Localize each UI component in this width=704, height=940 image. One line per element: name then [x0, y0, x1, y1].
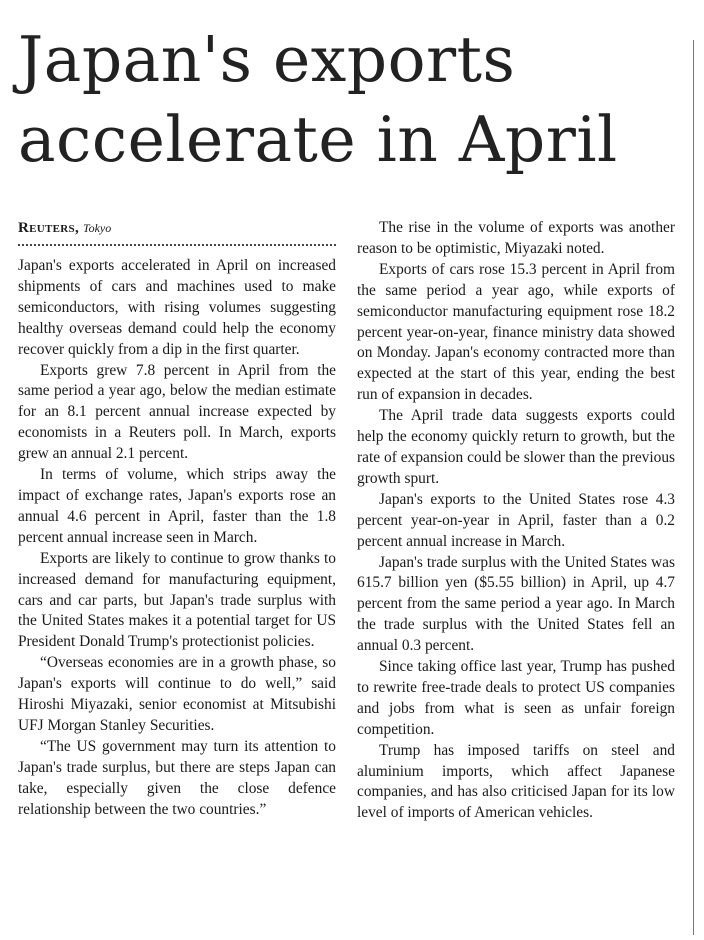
headline-line-2: accelerate in April: [18, 103, 618, 176]
paragraph: The April trade data suggests exports could help the economy quickly return to growth, but the rate of expansion could be slower than the previous growth spurt.: [357, 407, 675, 487]
paragraph: Exports are likely to continue to grow thanks to increased demand for manufacturing equipment, cars and car parts, but Japan's trade surplus with the United States makes it a potential target for US President Donald Trump's protectionist policies.: [18, 549, 336, 651]
byline-agency: Reuters,: [18, 220, 79, 236]
headline-line-1: Japan's exports: [18, 23, 516, 96]
paragraph: Since taking office last year, Trump has pushed to rewrite free-trade deals to protect US companies and jobs from what is seen as unfair foreign competition.: [357, 658, 675, 738]
article-column-left: [18, 218, 336, 820]
paragraph: Exports of cars rose 15.3 percent in April from the same period a year ago, while exports of semiconductor manufacturing equipment rose 18.2 percent year-on-year, finance ministry data showed on Monday. Japan's economy contracted more than expected at the start of this year, ending the best run of expansion in decades.: [357, 260, 675, 404]
paragraph: Japan's exports accelerated in April on increased shipments of cars and machines used to make semiconductors, with rising volumes suggesting healthy overseas demand could help the economy recover quickly from a dip in the first quarter.: [18, 257, 336, 358]
column-rule: [693, 40, 694, 935]
paragraph: In terms of volume, which strips away the impact of exchange rates, Japan's exports rose an annual 4.6 percent in April, faster than the 1.8 percent annual increase seen in March.: [18, 466, 336, 546]
article-column-right: [357, 218, 675, 824]
paragraph: The rise in the volume of exports was another reason to be optimistic, Miyazaki noted.: [357, 219, 675, 257]
paragraph: “Overseas economies are in a growth phase, so Japan's exports will continue to do well,” said Hiroshi Miyazaki, senior economist at Mitsubishi UFJ Morgan Stanley Securities.: [18, 654, 336, 734]
headline: [18, 20, 688, 180]
paragraph: Trump has imposed tariffs on steel and aluminium imports, which affect Japanese companies, and has also criticised Japan for its low level of imports of American vehicles.: [357, 741, 675, 822]
paragraph: Japan's exports to the United States rose 4.3 percent year-on-year in April, faster than a 0.2 percent annual increase in March.: [357, 490, 675, 550]
byline: [18, 218, 336, 246]
paragraph: “The US government may turn its attention to Japan's trade surplus, but there are steps Japan can take, especially given the close defence relationship between the two countries.”: [18, 737, 336, 818]
paragraph: Exports grew 7.8 percent in April from the same period a year ago, below the median estimate for an 8.1 percent annual increase expected by economists in a Reuters poll. In March, exports grew an annual 2.1 percent.: [18, 361, 336, 463]
byline-place: Tokyo: [83, 221, 112, 235]
paragraph: Japan's trade surplus with the United States was 615.7 billion yen ($5.55 billion) in April, up 4.7 percent from the same period a year ago. In March the trade surplus with the United States fell an annual 0.3 percent.: [357, 553, 675, 655]
